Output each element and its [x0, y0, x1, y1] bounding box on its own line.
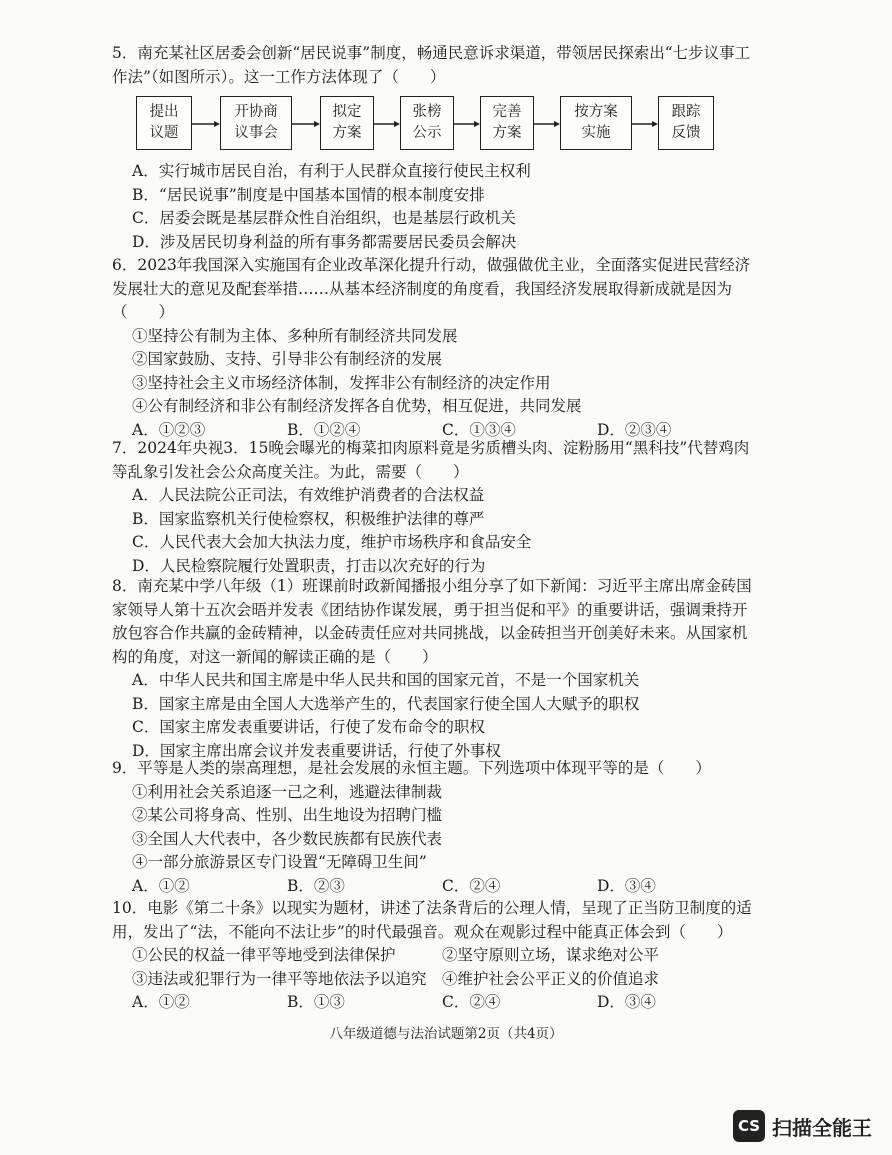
question-9-stem: 9．平等是人类的崇高理想，是社会发展的永恒主题。下列选项中体现平等的是（ ） — [112, 759, 711, 777]
scanner-watermark — [733, 1110, 872, 1142]
option-d[interactable]: D．③④ — [597, 876, 656, 895]
statement-1: ①利用社会关系追逐一己之利，逃避法律制裁 — [132, 782, 443, 801]
flow-arrow — [292, 121, 320, 127]
statement-1: ①公民的权益一律平等地受到法律保护 — [132, 946, 396, 964]
flow-arrow — [534, 121, 560, 127]
option-b[interactable]: B．“居民说事”制度是中国基本国情的根本制度安排 — [132, 185, 485, 204]
flow-arrow — [454, 121, 480, 127]
flow-step: 完善 方案 — [480, 96, 534, 150]
question-6-stem: 6．2023年我国深入实施国有企业改革深化提升行动，做强做优主业，全面落实促进民营经济发展壮大的意见及配套举措……从基本经济制度的角度看，我国经济发展取得新成就是因为（ ） — [112, 256, 751, 321]
statement-1: ①坚持公有制为主体、多种所有制经济共同发展 — [132, 326, 458, 345]
watermark-text: 扫描全能王 — [772, 1115, 872, 1140]
flow-step: 提出 议题 — [136, 96, 192, 150]
option-d[interactable]: D．人民检察院履行处置职责，打击以次充好的行为 — [132, 556, 486, 575]
question-6 — [112, 254, 752, 442]
flow-step: 按方案 实施 — [560, 96, 632, 150]
option-a[interactable]: A．①② — [132, 876, 190, 895]
statement-2: ②坚守原则立场，谋求绝对公平 — [442, 946, 660, 964]
flow-step: 开协商 议事会 — [220, 96, 292, 150]
statement-2: ②某公司将身高、性别、出生地设为招聘门槛 — [132, 806, 443, 824]
question-7 — [112, 437, 752, 578]
flow-step: 跟踪 反馈 — [658, 96, 714, 150]
option-a[interactable]: A．①②③ — [132, 420, 206, 439]
option-a[interactable]: A．实行城市居民自治，有利于人民群众直接行使民主权利 — [132, 162, 531, 180]
question-9 — [112, 757, 752, 898]
question-10 — [112, 897, 752, 1015]
option-b[interactable]: B．国家主席是由全国人大选举产生的，代表国家行使全国人大赋予的职权 — [132, 694, 640, 713]
option-a[interactable]: A．①② — [132, 993, 190, 1011]
question-10-options — [112, 991, 752, 1015]
option-a[interactable]: A．中华人民共和国主席是中华人民共和国的国家元首，不是一个国家机关 — [132, 671, 640, 689]
statement-3: ③违法或犯罪行为一律平等地依法予以追究 — [132, 969, 427, 988]
option-d[interactable]: D．③④ — [597, 993, 656, 1011]
question-8-stem: 8．南充某中学八年级（1）班课前时政新闻播报小组分享了如下新闻：习近平主席出席金砖国家领导人第十五次会晤并发表《团结协作谋发展，勇于担当促和平》的重要讲话，强调秉持开放包容合作共赢的金砖精神，以金砖责任应对共同挑战，以金砖担当开创美好未来。从国家机构的角度，对这一新闻的解读正确的是（ ） — [112, 577, 752, 666]
question-8 — [112, 575, 752, 763]
statement-2: ②国家鼓励、支持、引导非公有制经济的发展 — [132, 350, 443, 368]
option-c[interactable]: C．②④ — [442, 993, 501, 1011]
flow-arrow — [374, 121, 400, 127]
flow-step: 张榜 公示 — [400, 96, 454, 150]
option-b[interactable]: B．国家监察机关行使检察权，积极维护法律的尊严 — [132, 509, 485, 528]
statement-row — [112, 968, 752, 992]
statement-4: ④一部分旅游景区专门设置“无障碍卫生间” — [132, 853, 427, 871]
option-d[interactable]: D．涉及居民切身利益的所有事务都需要居民委员会解决 — [132, 232, 517, 251]
option-c[interactable]: C．国家主席发表重要讲话，行使了发布命令的职权 — [132, 718, 485, 736]
question-10-stem: 10．电影《第二十条》以现实为题材，讲述了法条背后的公理人情，呈现了正当防卫制度的适用，发出了“法，不能向不法让步”的时代最强音。观众在观影过程中能真正体会到（ ） — [112, 899, 752, 941]
seven-step-flowchart — [136, 96, 736, 156]
question-5-options — [112, 160, 752, 254]
page-footer: 八年级道德与法治试题第2页（共4页） — [329, 1026, 563, 1042]
option-a[interactable]: A．人民法院公正司法，有效维护消费者的合法权益 — [132, 486, 485, 504]
option-b[interactable]: B．①②④ — [287, 420, 361, 439]
flow-step: 拟定 方案 — [320, 96, 374, 150]
question-9-options — [112, 875, 752, 899]
question-5 — [112, 42, 752, 89]
option-d[interactable]: D．②③④ — [597, 420, 672, 439]
option-d[interactable]: D．国家主席出席会议并发表重要讲话，行使了外事权 — [132, 741, 501, 760]
option-c[interactable]: C．人民代表大会加大执法力度，维护市场秩序和食品安全 — [132, 533, 532, 551]
flow-arrow — [192, 121, 220, 127]
statement-row — [112, 944, 752, 968]
option-c[interactable]: C．居委会既是基层群众性自治组织，也是基层行政机关 — [132, 209, 516, 227]
question-5-stem: 5．南充某社区居委会创新“居民说事”制度，畅通民意诉求渠道，带领居民探索出“七步议事工作法”（如图所示）。这一工作方法体现了（ ） — [112, 44, 751, 86]
option-b[interactable]: B．①③ — [287, 993, 345, 1011]
option-c[interactable]: C．②④ — [442, 876, 501, 895]
option-b[interactable]: B．②③ — [287, 876, 345, 895]
question-7-stem: 7．2024年央视3．15晚会曝光的梅菜扣肉原料竟是劣质槽头肉、淀粉肠用“黑科技”代替鸡肉等乱象引发社会公众高度关注。为此，需要（ ） — [112, 439, 750, 481]
statement-3: ③坚持社会主义市场经济体制，发挥非公有制经济的决定作用 — [132, 373, 551, 392]
statement-3: ③全国人大代表中，各少数民族都有民族代表 — [132, 829, 443, 848]
statement-4: ④公有制经济和非公有制经济发挥各自优势，相互促进，共同发展 — [132, 397, 582, 415]
camscanner-logo-icon: CS — [733, 1110, 765, 1142]
statement-4: ④维护社会公平正义的价值追求 — [442, 969, 660, 988]
option-c[interactable]: C．①③④ — [442, 420, 516, 439]
flow-arrow — [632, 121, 658, 127]
